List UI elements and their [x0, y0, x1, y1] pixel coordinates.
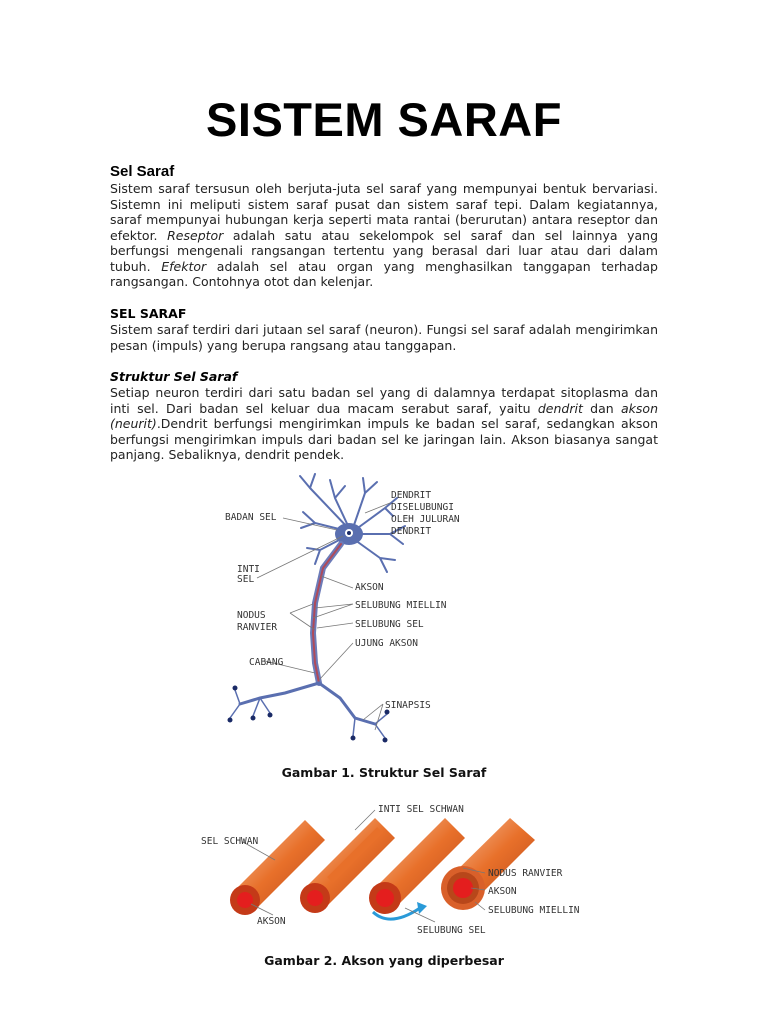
label-akson-bottom: AKSON [257, 916, 286, 927]
label-badan-sel: BADAN SEL [225, 512, 277, 523]
label-selubung-miellin: SELUBUNG MIELLIN [355, 600, 447, 611]
term-efektor: Efektor [161, 258, 207, 274]
label-sel: SEL [237, 574, 255, 585]
page-title: SISTEM SARAF [206, 93, 562, 146]
label-selubung-sel-2: SELUBUNG SEL [417, 925, 486, 935]
text-run: adalah satu atau sekelompok sel saraf dan sel lainnya yang berfungsi mengenali rangsangan tertentu yang berasal dari luar atau dari dalam tubuh. [110, 227, 659, 274]
axon-diagram [195, 800, 590, 935]
label-ujung-akson: UJUNG AKSON [355, 638, 418, 649]
label-oleh-juluran: OLEH JULURAN [391, 514, 460, 525]
label-dendrit-2: DENDRIT [391, 526, 432, 537]
paragraph-sel-saraf [110, 181, 658, 290]
arrow-head [417, 902, 427, 914]
label-cabang: CABANG [249, 657, 284, 668]
section-heading-sel-saraf-caps: SEL SARAF [110, 306, 187, 321]
text-run: .Dendrit berfungsi mengirimkan impuls ke badan sel saraf, sedangkan akson berfungsi mengirimkan impuls dari badan sel ke jaringan lain. Akson biasanya sangat panjang. Sebaliknya, dendrit pendek. [110, 416, 658, 462]
text-run: dan [582, 400, 622, 416]
term-reseptor: Reseptor [167, 227, 224, 243]
label-inti: INTI [237, 564, 260, 575]
figure2-caption: Gambar 2. Akson yang diperbesar [264, 953, 504, 968]
label-sinapsis: SINAPSIS [385, 700, 431, 711]
section-heading-sel-saraf: Sel Saraf [110, 163, 175, 180]
label-nodus-ranvier: NODUS RANVIER [488, 868, 563, 879]
synapse-terminals [228, 686, 390, 743]
label-selubung-miellin-2: SELUBUNG MIELLIN [488, 905, 580, 916]
figure1-caption: Gambar 1. Struktur Sel Saraf [281, 765, 487, 780]
label-diselubungi: DISELUBUNGI [391, 502, 454, 513]
section-heading-struktur: Struktur Sel Saraf [110, 369, 238, 384]
paragraph-struktur [110, 385, 658, 463]
label-inti-sel-schwan: INTI SEL SCHWAN [378, 804, 464, 815]
label-selubung-sel: SELUBUNG SEL [355, 619, 424, 630]
neuron-diagram [215, 468, 495, 758]
label-ranvier: RANVIER [237, 622, 278, 633]
label-sel-schwan: SEL SCHWAN [201, 836, 259, 847]
term-akson: akson (neurit) [110, 400, 658, 431]
term-dendrit: dendrit [537, 400, 583, 416]
label-dendrit: DENDRIT [391, 490, 432, 501]
label-akson: AKSON [355, 582, 384, 593]
text-run: Setiap neuron terdiri dari satu badan sel yang di dalamnya terdapat sitoplasma dan inti sel. Dari badan sel keluar dua macam serabut saraf, yaitu [110, 385, 658, 416]
text-run: adalah sel atau organ yang menghasilkan tanggapan terhadap rangsangan. Contohnya otot dan kelenjar. [110, 258, 658, 289]
label-akson-right: AKSON [488, 886, 517, 897]
text-run: Sistem saraf tersusun oleh berjuta-juta sel saraf yang mempunyai bentuk bervariasi. Sistemn ini meliputi sistem saraf pusat dan sistem saraf tepi. Dalam kegiatannya, saraf mempunyai hubungan kerja seperti mata rantai (berurutan) antara reseptor dan efektor. [110, 181, 658, 243]
paragraph-neuron: Sistem saraf terdiri dari jutaan sel saraf (neuron). Fungsi sel saraf adalah mengirimkan pesan (impuls) yang berupa rangsang atau tanggapan. [110, 322, 658, 353]
label-nodus: NODUS [237, 610, 266, 621]
